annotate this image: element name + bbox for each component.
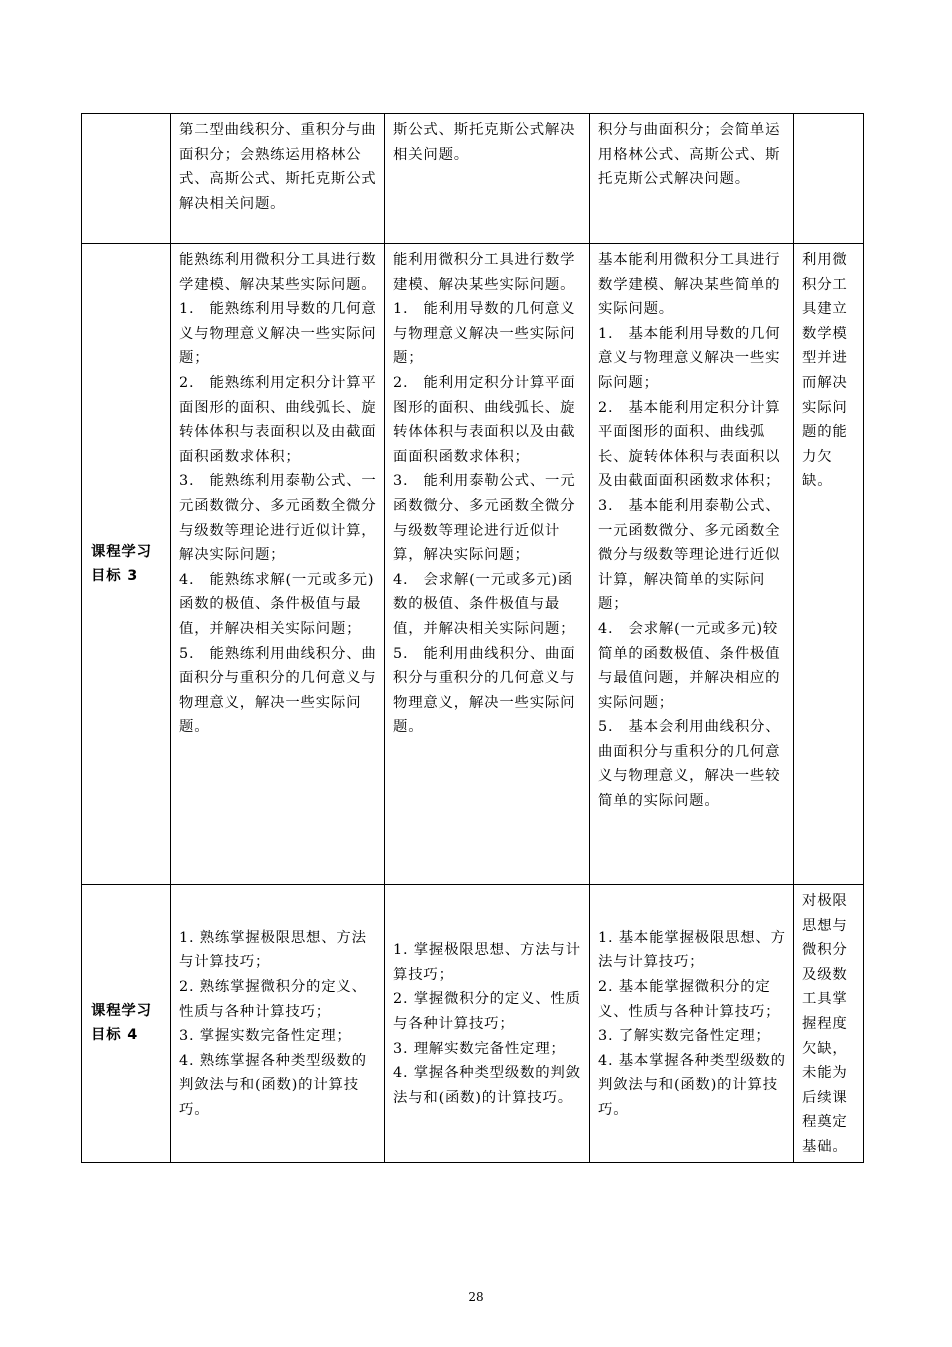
table-row-goal-3 (82, 244, 864, 885)
row-label: 课程学习目标 4 (82, 885, 171, 1163)
cell-good: 斯公式、斯托克斯公式解决相关问题。 (385, 114, 590, 244)
cell-fail: 利用微积分工具建立数学模型并进而解决实际问题的能力欠缺。 (794, 244, 864, 885)
row-label (82, 114, 171, 244)
row-label: 课程学习目标 3 (82, 244, 171, 885)
table-row-goal-4 (82, 885, 864, 1163)
cell-pass: 1. 基本能掌握极限思想、方法与计算技巧； 2. 基本能掌握微积分的定义、性质与各种计算技巧； 3. 了解实数完备性定理； 4. 基本掌握各种类型级数的判敛法与和(函数)的计算技巧。 (590, 885, 794, 1163)
cell-good: 1. 掌握极限思想、方法与计算技巧； 2. 掌握微积分的定义、性质与各种计算技巧； 3. 理解实数完备性定理； 4. 掌握各种类型级数的判敛法与和(函数)的计算技巧。 (385, 885, 590, 1163)
table-row-continued (82, 114, 864, 244)
cell-excellent: 第二型曲线积分、重积分与曲面积分；会熟练运用格林公式、高斯公式、斯托克斯公式解决相关问题。 (171, 114, 385, 244)
cell-good: 能利用微积分工具进行数学建模、解决某些实际问题。 1. 能利用导数的几何意义与物理意义解决一些实际问题； 2. 能利用定积分计算平面图形的面积、曲线弧长、旋转体体积与表面积以及由截面面积函数求体积； 3. 能利用泰勒公式、一元函数微分、多元函数全微分与级数等理论进行近似计算，解决实际问题； 4. 会求解(一元或多元)函数的极值、条件极值与最值，并解决相关实际问题； 5. 能利用曲线积分、曲面积分与重积分的几何意义与物理意义，解决一些实际问题。 (385, 244, 590, 885)
cell-pass: 积分与曲面积分；会简单运用格林公式、高斯公式、斯托克斯公式解决问题。 (590, 114, 794, 244)
cell-excellent: 能熟练利用微积分工具进行数学建模、解决某些实际问题。 1. 能熟练利用导数的几何意义与物理意义解决一些实际问题； 2. 能熟练利用定积分计算平面图形的面积、曲线弧长、旋转体体积与表面积以及由截面面积函数求体积； 3. 能熟练利用泰勒公式、一元函数微分、多元函数全微分与级数等理论进行近似计算，解决实际问题； 4. 能熟练求解(一元或多元)函数的极值、条件极值与最值，并解决相关实际问题； 5. 能熟练利用曲线积分、曲面积分与重积分的几何意义与物理意义，解决一些实际问题。 (171, 244, 385, 885)
cell-excellent: 1. 熟练掌握极限思想、方法与计算技巧； 2. 熟练掌握微积分的定义、性质与各种计算技巧； 3. 掌握实数完备性定理； 4. 熟练掌握各种类型级数的判敛法与和(函数)的计算技巧。 (171, 885, 385, 1163)
cell-fail: 对极限思想与微积分及级数工具掌握程度欠缺，未能为后续课程奠定基础。 (794, 885, 864, 1163)
cell-pass: 基本能利用微积分工具进行数学建模、解决某些简单的实际问题。 1. 基本能利用导数的几何意义与物理意义解决一些实际问题； 2. 基本能利用定积分计算平面图形的面积、曲线弧长、旋转体体积与表面积以及由截面面积函数求体积； 3. 基本能利用泰勒公式、一元函数微分、多元函数全微分与级数等理论进行近似计算，解决简单的实际问题； 4. 会求解(一元或多元)较简单的函数极值、条件极值与最值问题，并解决相应的实际问题； 5. 基本会利用曲线积分、曲面积分与重积分的几何意义与物理意义，解决一些较简单的实际问题。 (590, 244, 794, 885)
cell-fail (794, 114, 864, 244)
page-number: 28 (468, 1290, 484, 1304)
assessment-table (81, 113, 864, 1163)
